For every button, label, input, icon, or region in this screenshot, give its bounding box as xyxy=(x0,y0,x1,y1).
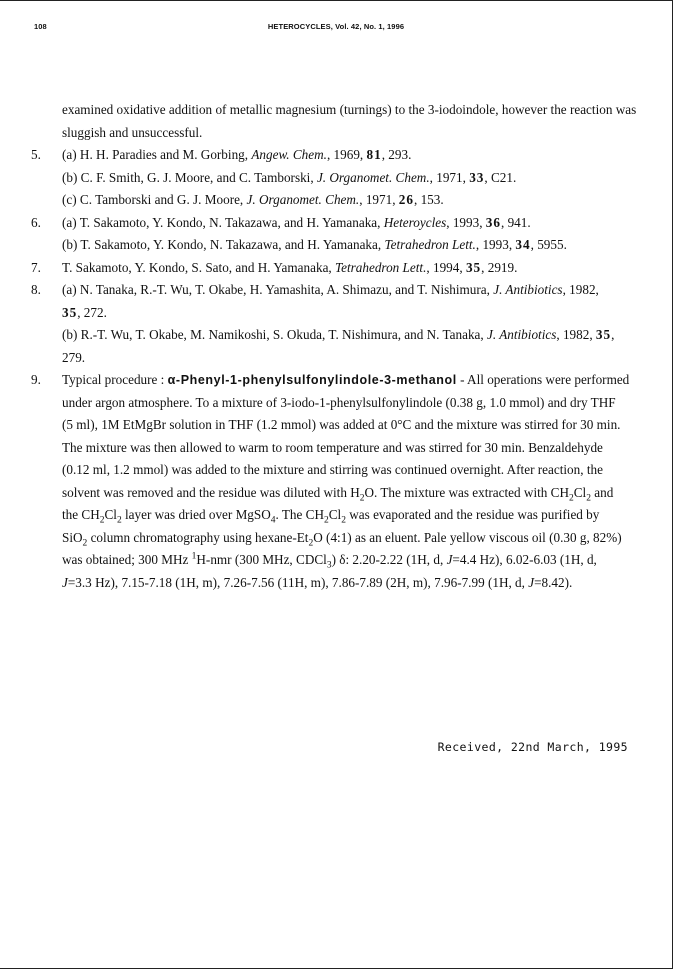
reference-8a-cont: 35, 272. xyxy=(62,304,107,320)
reference-5b: (b) C. F. Smith, G. J. Moore, and C. Tamborski, J. Organomet. Chem., 1971, 33, C21. xyxy=(62,169,517,185)
reference-9-line-1: 9. Typical procedure : α-Phenyl-1-phenylsulfonylindole-3-methanol - All operations were performed xyxy=(31,369,643,392)
continuation-line-2: sluggish and unsuccessful. xyxy=(62,124,203,140)
journal-name: Tetrahedron Lett. xyxy=(384,237,476,252)
volume: 34 xyxy=(515,237,531,252)
reference-9-line-9: was obtained; 300 MHz $^1$H-nmr (300 MHz, CDCl$_3$) δ: 2.20-2.22 (1H, d, J=4.4 Hz), 6.02-6.03 (1H, d, xyxy=(62,551,597,571)
page-header xyxy=(0,22,672,36)
reference-6b: (b) T. Sakamoto, Y. Kondo, N. Takazawa, and H. Yamanaka, Tetrahedron Lett., 1993, 34, 5955. xyxy=(62,237,567,252)
reference-9-line-2: under argon atmosphere. To a mixture of 3-iodo-1-phenylsulfonylindole (0.38 g, 1.0 mmol) and dry THF xyxy=(62,394,616,410)
volume: 26 xyxy=(398,192,414,207)
journal-name: J. Antibiotics xyxy=(493,282,563,297)
reference-9-line-10: J=3.3 Hz), 7.15-7.18 (1H, m), 7.26-7.56 (11H, m), 7.86-7.89 (2H, m), 7.96-7.99 (1H, d, J=8.42). xyxy=(62,574,573,590)
reference-number: 9. xyxy=(31,372,41,387)
reference-number: 6. xyxy=(31,214,41,230)
journal-name: J. Antibiotics xyxy=(487,327,557,342)
reference-5a: 5. (a) H. H. Paradies and M. Gorbing, Angew. Chem., 1969, 81, 293. xyxy=(31,144,643,167)
compound-name: α-Phenyl-1-phenylsulfonylindole-3-methanol xyxy=(167,373,457,387)
reference-9-line-7: the $CH_2Cl_2$ layer was dried over MgSO$_4$. The $CH_2Cl_2$ was evaporated and the residue was purified by xyxy=(62,507,600,526)
continuation-line-1: examined oxidative addition of metallic magnesium (turnings) to the 3-iodoindole, however the reaction was xyxy=(62,102,637,117)
running-head: HETEROCYCLES, Vol. 42, No. 1, 1996 xyxy=(267,22,405,31)
page-number: 108 xyxy=(34,22,47,31)
reference-9-line-4: The mixture was then allowed to warm to room temperature and was stirred for 30 min. Benzaldehyde xyxy=(62,439,603,455)
received-date: Received, 22nd March, 1995 xyxy=(437,740,628,754)
volume: 36 xyxy=(485,214,501,230)
volume: 33 xyxy=(469,169,485,185)
reference-number: 7. xyxy=(31,259,41,275)
reference-6a: 6. (a) T. Sakamoto, Y. Kondo, N. Takazawa, and H. Yamanaka, Heteroycles, 1993, 36, 941. xyxy=(31,212,643,235)
reference-number: 5. xyxy=(31,147,41,162)
journal-name: J. Organomet. Chem. xyxy=(246,192,360,207)
reference-9-line-6: solvent was removed and the residue was diluted with $H_2O$. The mixture was extracted with $CH_2Cl_2$ and xyxy=(62,484,614,504)
volume: 81 xyxy=(366,147,382,162)
reference-number: 8. xyxy=(31,282,41,297)
reference-8a: 8. (a) N. Tanaka, R.-T. Wu, T. Okabe, H. Yamashita, A. Shimazu, and T. Nishimura, J. Antibiotics, 1982, xyxy=(31,279,643,302)
journal-name: Angew. Chem. xyxy=(251,147,327,162)
reference-9-line-5: (0.12 ml, 1.2 mmol) was added to the mixture and stirring was continued overnight. After reaction, the xyxy=(62,462,603,477)
references-section xyxy=(31,99,643,594)
journal-name: Tetrahedron Lett. xyxy=(335,259,427,275)
volume: 35 xyxy=(595,327,612,342)
reference-8b: (b) R.-T. Wu, T. Okabe, M. Namikoshi, S. Okuda, T. Nishimura, and N. Tanaka, J. Antibiotics, 1982, 35, xyxy=(62,327,615,342)
volume: 35 xyxy=(62,304,78,320)
volume: 35 xyxy=(465,259,482,275)
reference-7: 7. T. Sakamoto, Y. Kondo, S. Sato, and H. Yamanaka, Tetrahedron Lett., 1994, 35, 2919. xyxy=(31,257,643,280)
reference-9-line-8: SiO$_2$ column chromatography using hexane-$Et_2O$ (4:1) as an eluent. Pale yellow viscous oil (0.30 g, 82%) xyxy=(62,529,622,549)
reference-9-line-3: (5 ml), 1M EtMgBr solution in THF (1.2 mmol) was added at 0°C and the mixture was stirred for 30 min. xyxy=(62,417,621,432)
reference-8b-cont: 279. xyxy=(62,349,86,365)
journal-name: Heteroycles xyxy=(383,214,447,230)
journal-name: J. Organomet. Chem. xyxy=(316,169,430,185)
reference-5c: (c) C. Tamborski and G. J. Moore, J. Organomet. Chem., 1971, 26, 153. xyxy=(62,192,444,207)
